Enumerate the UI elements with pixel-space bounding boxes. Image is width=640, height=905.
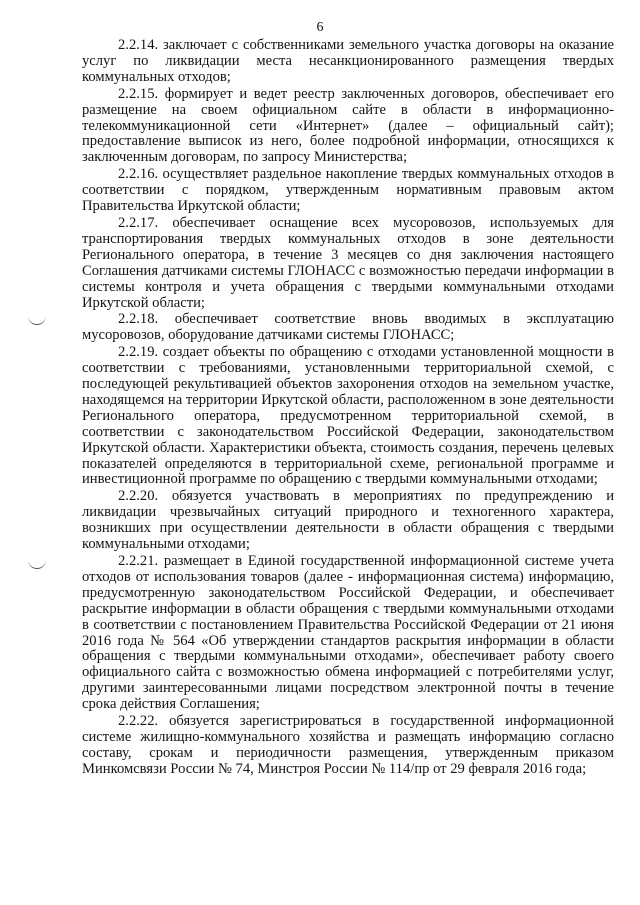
clause-2-2-16: 2.2.16. осуществляет раздельное накопление твердых коммунальных отходов в соответствии с порядком, утвержденным нормативным правовым актом Правительства Иркутской области; (82, 166, 614, 215)
clause-2-2-18: 2.2.18. обеспечивает соответствие вновь вводимых в эксплуатацию мусоровозов, оборудование датчиками системы ГЛОНАСС; (82, 311, 614, 344)
clause-2-2-21: 2.2.21. размещает в Единой государственной информационной системе учета отходов от использования товаров (далее - информационная система) информацию, предусмотренную законодательством Российской Федерации, и обеспечивает раскрытие информации в области обращения с твердыми коммунальными отходами в соответствии с постановлением Правительства Российской Федерации от 21 июня 2016 года № 564 «Об утверждении стандартов раскрытия информации в области обращения с твердыми коммунальными отходами», обеспечивает работу своего официального сайта с возможностью обмена информацией с потребителями услуг, другими заинтересованными лицами посредством электронной почты в течение срока действия Соглашения; (82, 553, 614, 713)
document-body (82, 38, 614, 779)
clause-2-2-22: 2.2.22. обязуется зарегистрироваться в государственной информационной системе жилищно-коммунального хозяйства и размещать информацию согласно составу, срокам и периодичности размещения, утвержденным приказом Минкомсвязи России № 74, Минстроя России № 114/пр от 29 февраля 2016 года; (82, 713, 614, 777)
clause-2-2-15: 2.2.15. формирует и ведет реестр заключенных договоров, обеспечивает его размещение на своем официальном сайте в области в информационно-телекоммуникационной сети «Интернет» (далее – официальный сайт); предоставление выписок из него, более подробной информации, относящихся к заключенным договорам, по запросу Министерства; (82, 85, 614, 166)
clause-2-2-14: 2.2.14. заключает с собственниками земельного участка договоры на оказание услуг по ликвидации места несанкционированного размещения твердых коммунальных отходов; (82, 37, 614, 85)
clause-2-2-20: 2.2.20. обязуется участвовать в мероприятиях по предупреждению и ликвидации чрезвычайных ситуаций природного и техногенного характера, возникших при осуществлении деятельности в области обращения с твердыми коммунальными отходами; (82, 488, 614, 553)
clause-2-2-19: 2.2.19. создает объекты по обращению с отходами установленной мощности в соответствии с требованиями, установленными территориальной схемой, с последующей рекультивацией объектов захоронения отходов на земельном участке, находящемся на территории Иркутской области, расположенном в зоне деятельности Регионального оператора, предусмотренном территориальной схемой, в соответствии с законодательством Российской Федерации, законодательством Иркутской области. Характеристики объекта, стоимость создания, перечень целевых показателей определяются в территориальной схеме, региональной программе и инвестиционной программе по обращению с твердыми коммунальными отходами; (82, 344, 614, 488)
page-number: 6 (316, 20, 324, 35)
margin-mark (28, 316, 46, 325)
clause-2-2-17: 2.2.17. обеспечивает оснащение всех мусоровозов, используемых для транспортирования твердых коммунальных отходов в зоне деятельности Регионального оператора, в течение 3 месяцев со дня заключения настоящего Соглашения датчиками системы ГЛОНАСС с возможностью передачи информации в системы контроля и учета обращения с твердыми коммунальными отходами Иркутской области; (82, 214, 614, 311)
margin-mark (28, 560, 46, 569)
